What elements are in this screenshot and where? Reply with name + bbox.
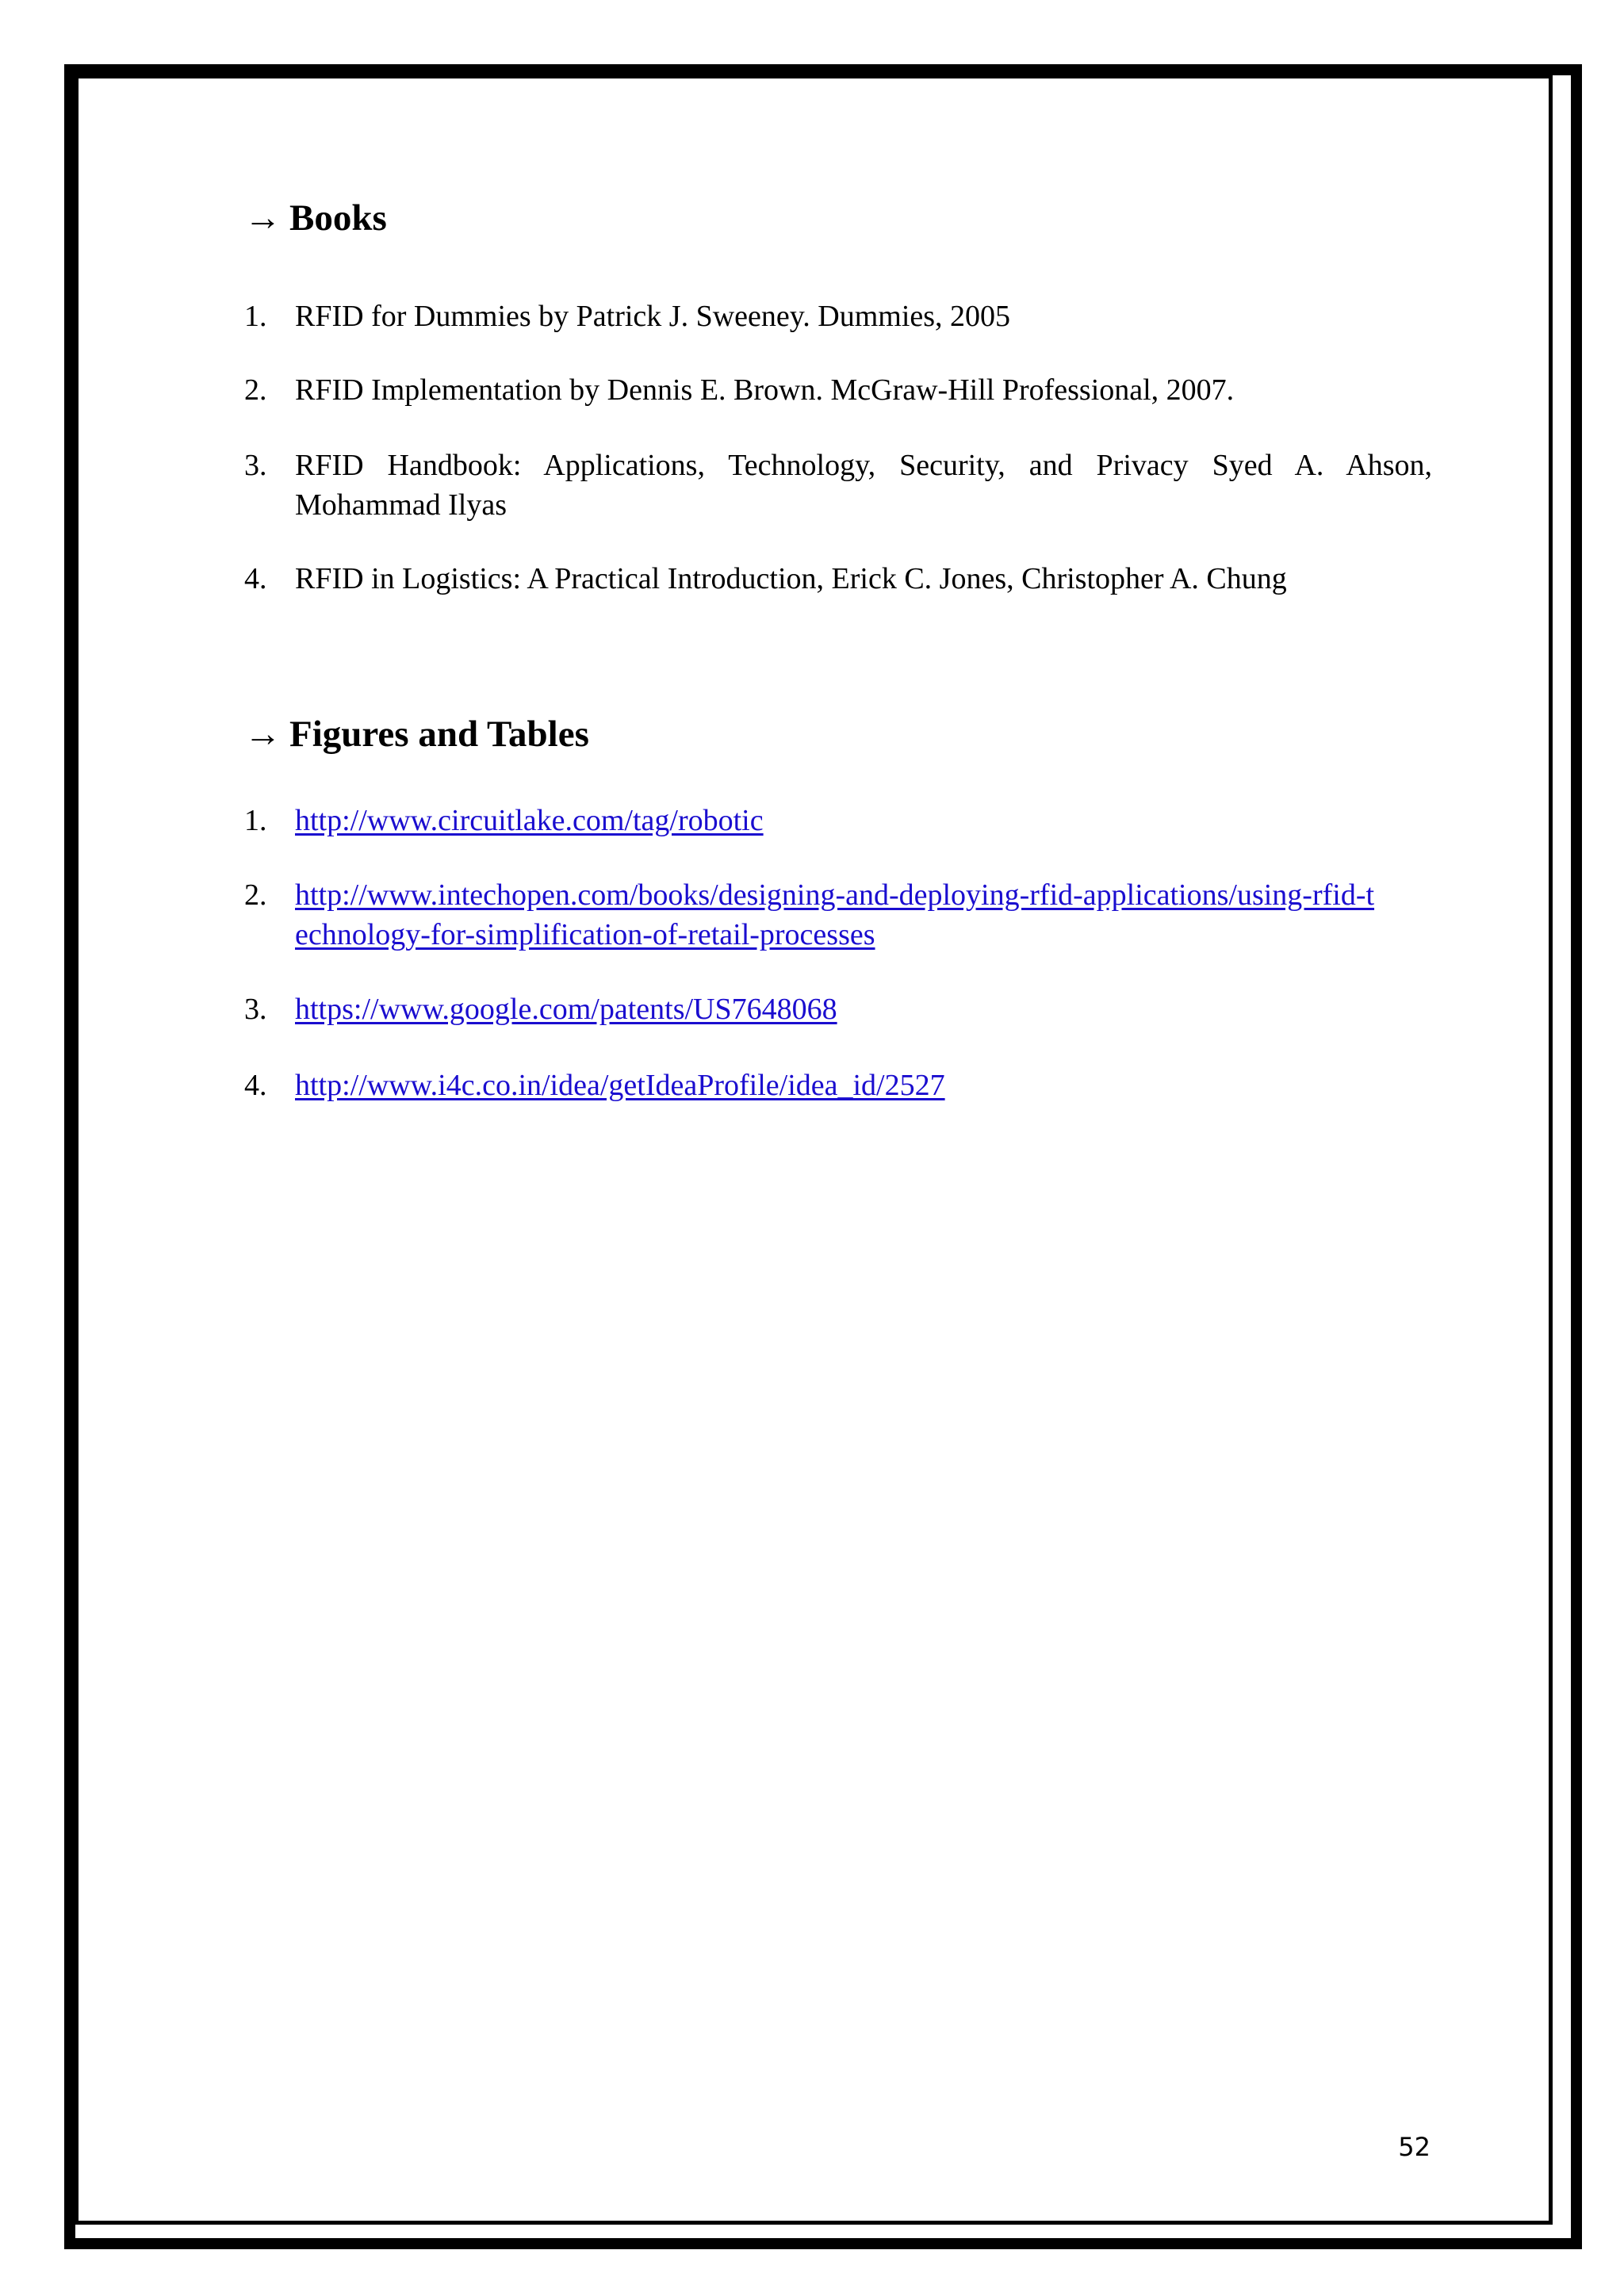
list-item-link-1	[244, 801, 1432, 840]
list-number: 3.	[244, 449, 267, 482]
page-number: 52	[1398, 2132, 1431, 2162]
list-number: 3.	[244, 993, 267, 1026]
list-number: 1.	[244, 300, 267, 333]
section-title: Figures and Tables	[289, 714, 589, 755]
list-item-book-1	[244, 297, 1432, 336]
list-text: RFID for Dummies by Patrick J. Sweeney. Dummies, 2005	[295, 300, 1011, 333]
section-title: Books	[289, 197, 387, 239]
arrow-right-icon: →	[244, 197, 282, 239]
list-item-book-3	[244, 446, 1432, 525]
list-item-book-4	[244, 559, 1432, 599]
list-number: 1.	[244, 804, 267, 837]
list-number: 2.	[244, 373, 267, 407]
list-text: RFID in Logistics: A Practical Introduction, Erick C. Jones, Christopher A. Chung	[295, 562, 1287, 595]
list-number: 4.	[244, 1069, 267, 1102]
list-number: 4.	[244, 562, 267, 595]
list-text: RFID Implementation by Dennis E. Brown. McGraw-Hill Professional, 2007.	[295, 373, 1235, 407]
reference-link[interactable]: http://www.i4c.co.in/idea/getIdeaProfile/idea_id/2527	[295, 1069, 945, 1102]
list-item-link-3	[244, 989, 1432, 1029]
list-item-link-4	[244, 1066, 1432, 1105]
list-item-book-2	[244, 370, 1432, 410]
reference-link[interactable]: http://www.circuitlake.com/tag/robotic	[295, 804, 764, 837]
list-number: 2.	[244, 878, 267, 912]
arrow-right-icon: →	[244, 714, 282, 755]
list-text: RFID Handbook: Applications, Technology, Security, and Privacy Syed A. Ahson, Mohammad Ilyas	[295, 449, 1432, 522]
reference-link[interactable]: https://www.google.com/patents/US7648068	[295, 993, 837, 1026]
list-item-link-2	[244, 875, 1432, 955]
reference-link[interactable]: http://www.intechopen.com/books/designing-and-deploying-rfid-applications/using-rfid-technology-for-simplification-of-retail-processes	[295, 878, 1375, 951]
section-heading-figures-and-tables	[244, 712, 589, 756]
section-heading-books	[244, 196, 387, 240]
